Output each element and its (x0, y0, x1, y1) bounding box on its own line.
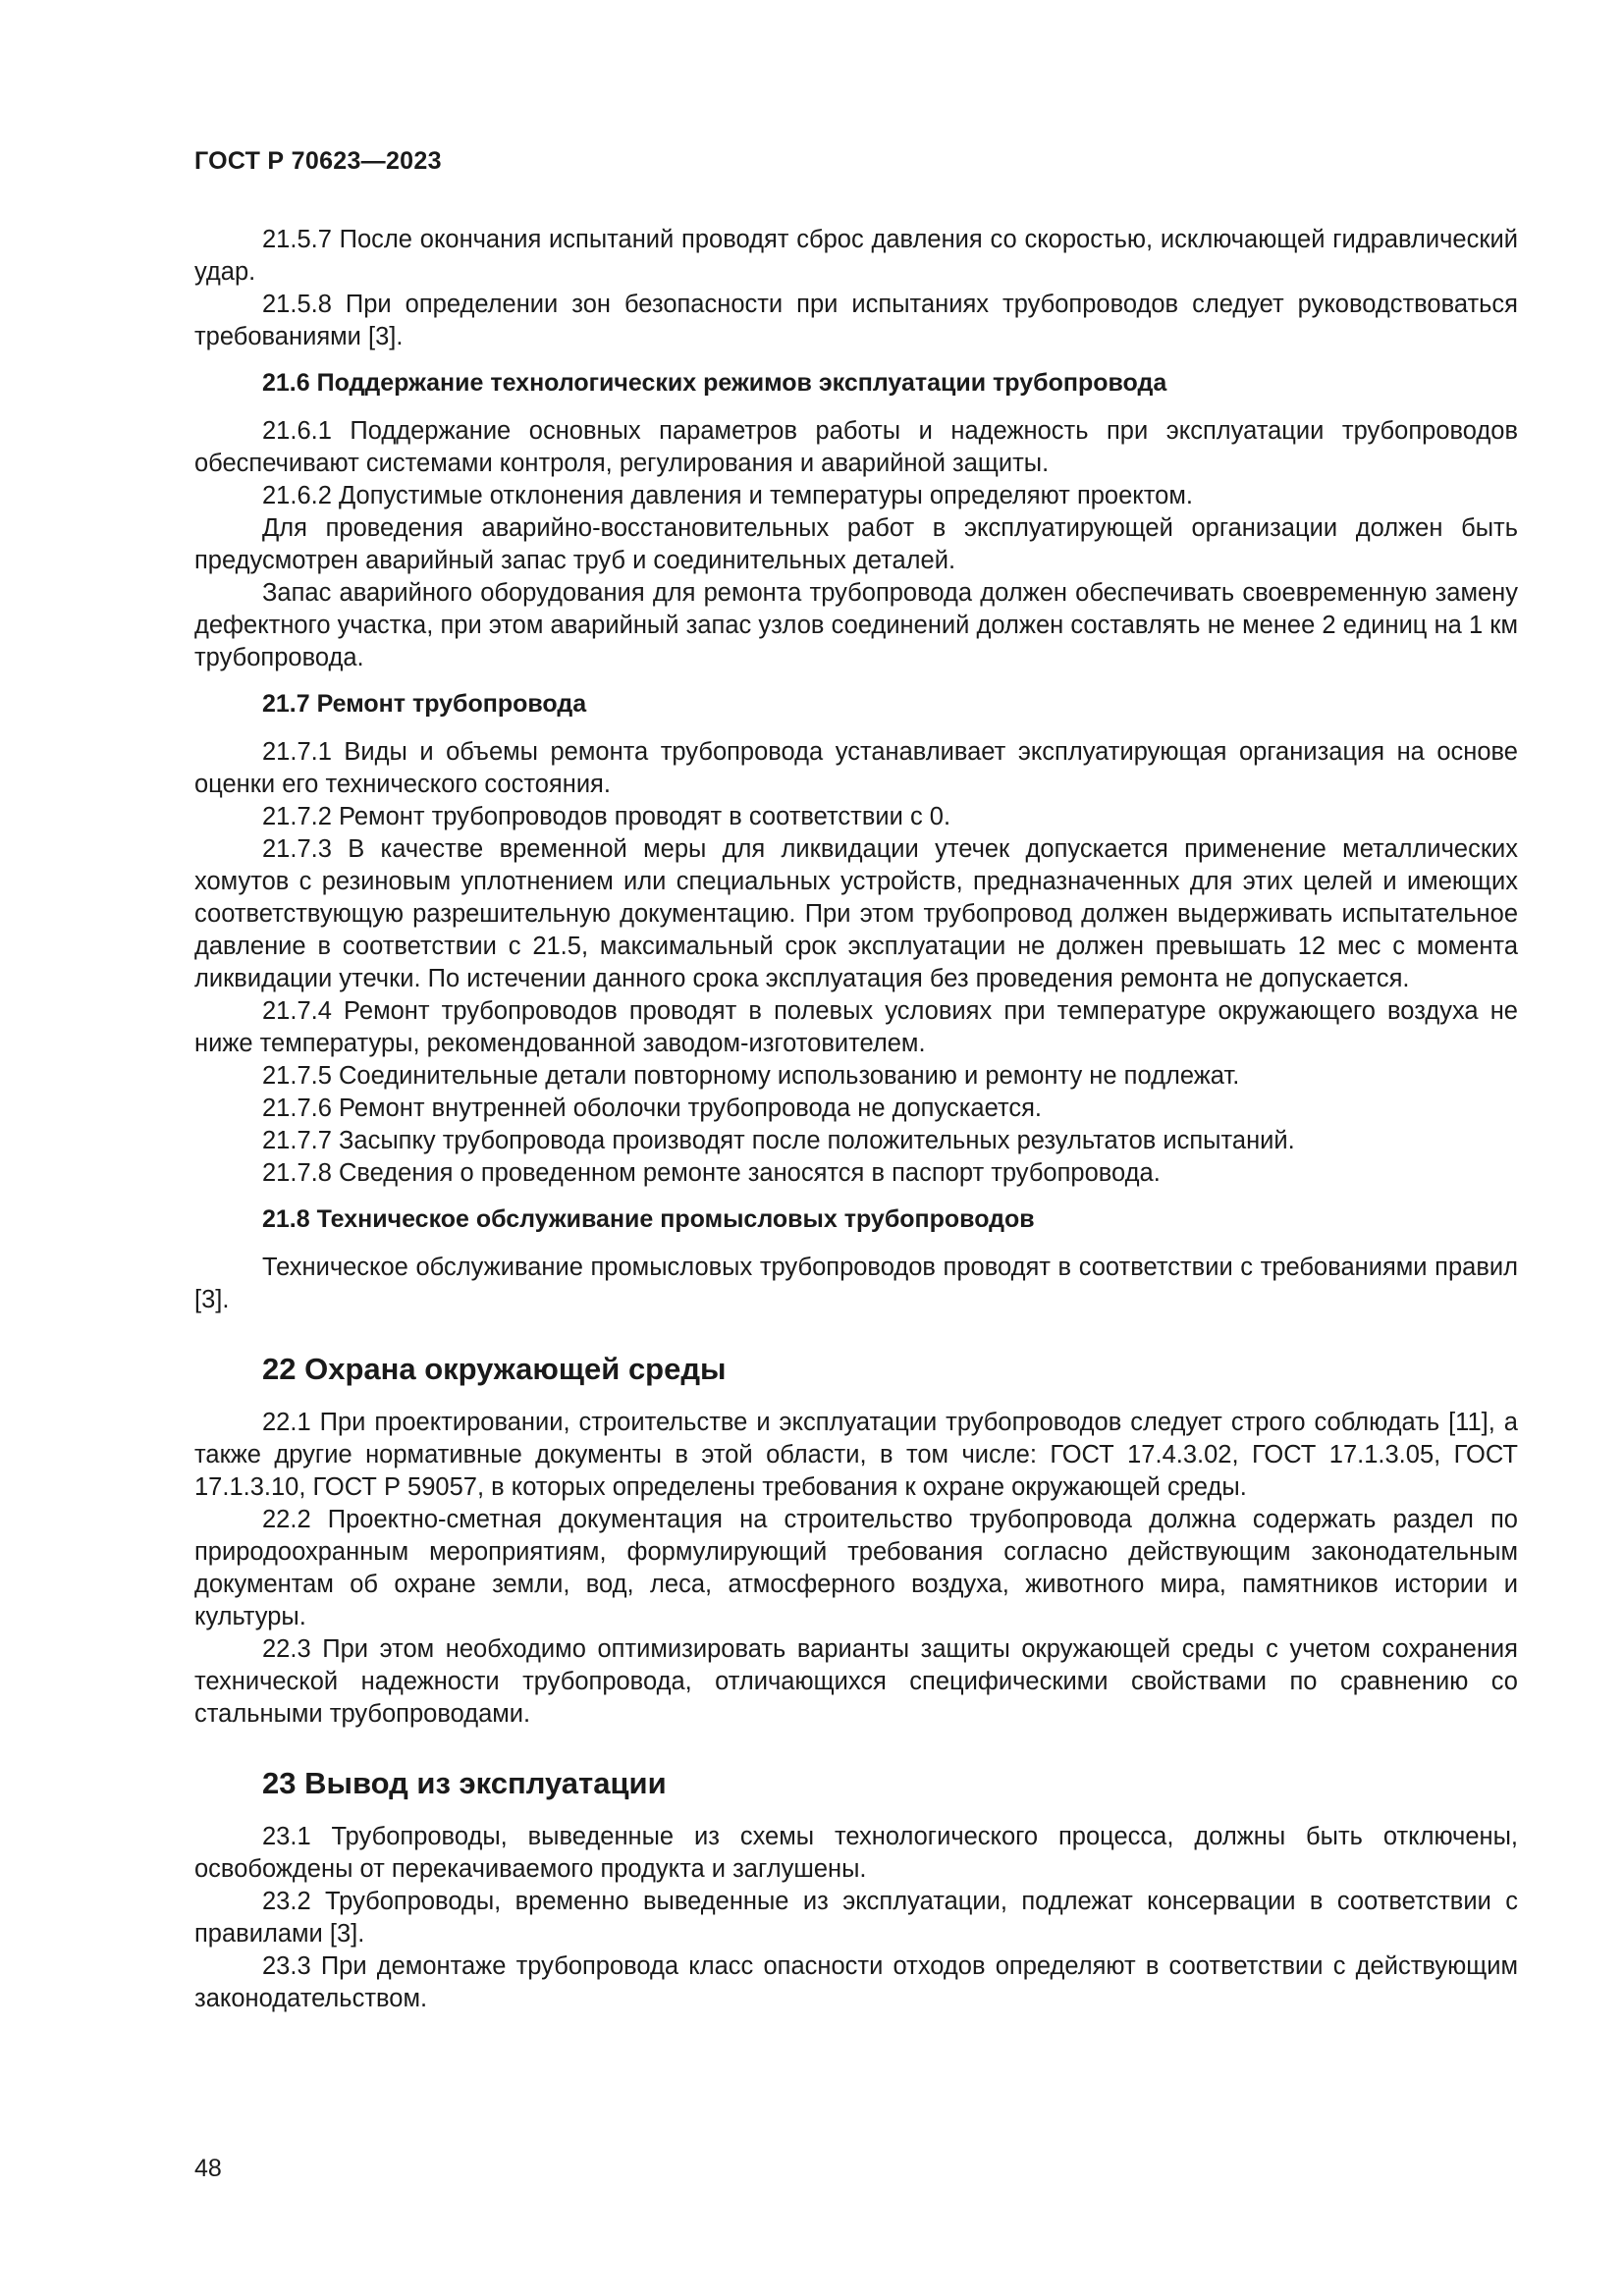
paragraph-21-8: Техническое обслуживание промысловых трубопроводов проводят в соответствии с требованиями правил [3]. (194, 1254, 1518, 1313)
paragraph-21-6-2: 21.6.2 Допустимые отклонения давления и температуры определяют проектом. (262, 482, 1193, 509)
paragraph-21-7-2: 21.7.2 Ремонт трубопроводов проводят в соответствии с 0. (262, 803, 951, 830)
paragraph-21-6-2-equipment: Запас аварийного оборудования для ремонта трубопровода должен обеспечивать своевременную замену дефектного участка, при этом аварийный запас узлов соединений должен составлять не менее 2 единиц на 1 км трубопровода. (194, 579, 1518, 671)
paragraph-23-3: 23.3 При демонтаже трубопровода класс опасности отходов определяют в соответствии с действующим законодательством. (194, 1952, 1518, 2012)
paragraph-22-2: 22.2 Проектно-сметная документация на строительство трубопровода должна содержать раздел по природоохранным мероприятиям, формулирующий требования согласно действующим законодательным документам об охране земли, вод, леса, атмосферного воздуха, животного мира, памятников истории и культуры. (194, 1506, 1518, 1630)
heading-23: 23 Вывод из эксплуатации (262, 1766, 667, 1800)
heading-21-6: 21.6 Поддержание технологических режимов эксплуатации трубопровода (262, 369, 1167, 397)
paragraph-22-1: 22.1 При проектировании, строительстве и эксплуатации трубопроводов следует строго соблюдать [11], а также другие нормативные документы в этой области, в том числе: ГОСТ 17.4.3.02, ГОСТ 17.1.3.05, ГОСТ 17.1.3.10, ГОСТ Р 59057, в которых определены требования к охране окружающей среды. (194, 1409, 1518, 1501)
paragraph-21-7-3: 21.7.3 В качестве временной меры для ликвидации утечек допускается применение металлических хомутов с резиновым уплотнением или специальных устройств, предназначенных для этих целей и имеющих соответствующую разрешительную документацию. При этом трубопровод должен выдерживать испытательное давление в соответствии с 21.5, максимальный срок эксплуатации не должен превышать 12 мес с момента ликвидации утечки. По истечении данного срока эксплуатация без проведения ремонта не допускается. (194, 835, 1518, 992)
paragraph-22-3: 22.3 При этом необходимо оптимизировать варианты защиты окружающей среды с учетом сохранения технической надежности трубопровода, отличающихся специфическими свойствами по сравнению со стальными трубопроводами. (194, 1635, 1518, 1728)
paragraph-21-7-6: 21.7.6 Ремонт внутренней оболочки трубопровода не допускается. (262, 1095, 1042, 1122)
paragraph-21-6-2-reserve: Для проведения аварийно-восстановительных работ в эксплуатирующей организации должен быть предусмотрен аварийный запас труб и соединительных деталей. (194, 514, 1518, 574)
document-code-header: ГОСТ Р 70623—2023 (194, 147, 442, 175)
document-body (194, 224, 1518, 2015)
paragraph-21-6-1: 21.6.1 Поддержание основных параметров работы и надежность при эксплуатации трубопроводов обеспечивают системами контроля, регулирования и аварийной защиты. (194, 417, 1518, 477)
paragraph-23-2: 23.2 Трубопроводы, временно выведенные из эксплуатации, подлежат консервации в соответствии с правилами [3]. (194, 1888, 1518, 1948)
paragraph-21-7-5: 21.7.5 Соединительные детали повторному использованию и ремонту не подлежат. (262, 1062, 1240, 1090)
heading-21-8: 21.8 Техническое обслуживание промысловых трубопроводов (262, 1205, 1035, 1233)
paragraph-21-7-7: 21.7.7 Засыпку трубопровода производят после положительных результатов испытаний. (262, 1127, 1295, 1154)
paragraph-21-5-8: 21.5.8 При определении зон безопасности при испытаниях трубопроводов следует руководствоваться требованиями [3]. (194, 291, 1518, 350)
paragraph-21-7-8: 21.7.8 Сведения о проведенном ремонте заносятся в паспорт трубопровода. (262, 1159, 1161, 1187)
paragraph-21-5-7: 21.5.7 После окончания испытаний проводят сброс давления со скоростью, исключающей гидравлический удар. (194, 226, 1518, 286)
heading-22: 22 Охрана окружающей среды (262, 1352, 727, 1386)
paragraph-21-7-4: 21.7.4 Ремонт трубопроводов проводят в полевых условиях при температуре окружающего воздуха не ниже температуры, рекомендованной заводом-изготовителем. (194, 997, 1518, 1057)
page-number: 48 (194, 2155, 222, 2182)
paragraph-21-7-1: 21.7.1 Виды и объемы ремонта трубопровода устанавливает эксплуатирующая организация на основе оценки его технического состояния. (194, 738, 1518, 798)
heading-21-7: 21.7 Ремонт трубопровода (262, 690, 587, 718)
paragraph-23-1: 23.1 Трубопроводы, выведенные из схемы технологического процесса, должны быть отключены, освобождены от перекачиваемого продукта и заглушены. (194, 1823, 1518, 1883)
